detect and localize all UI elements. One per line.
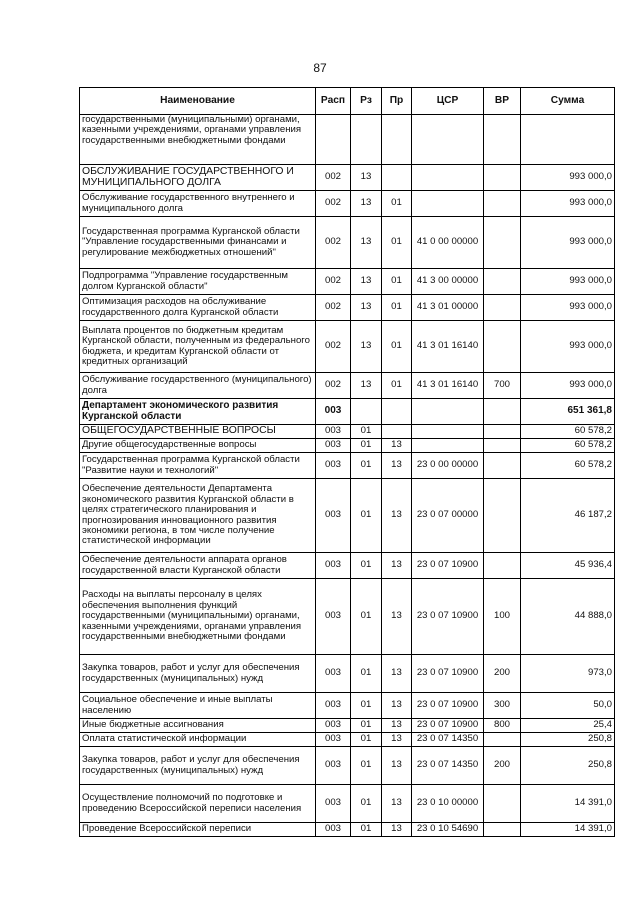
- row-vr: 100: [484, 579, 521, 655]
- row-name: Государственная программа Курганской области "Управление государственными финансами и регулирование межбюджетных отношений": [80, 217, 316, 269]
- row-vr: [484, 321, 521, 373]
- row-pr: 13: [382, 733, 412, 747]
- row-rasp: 003: [316, 579, 351, 655]
- row-csr: 41 3 01 00000: [412, 295, 484, 321]
- row-csr: 41 0 00 00000: [412, 217, 484, 269]
- table-row: [80, 655, 615, 693]
- column-header-sum: Сумма: [521, 88, 615, 115]
- row-vr: [484, 165, 521, 191]
- row-pr: 13: [382, 823, 412, 837]
- row-name: Обеспечение деятельности Департамента экономического развития Курганской области в целях стратегического планирования и прогнозирования инновационного развития экономики региона, в том числе получение статистической информации: [80, 479, 316, 553]
- row-name: ОБЩЕГОСУДАРСТВЕННЫЕ ВОПРОСЫ: [80, 425, 316, 439]
- row-sum: 993 000,0: [521, 269, 615, 295]
- row-name: государственными (муниципальными) органами, казенными учреждениями, органами управления государственными внебюджетными фондами: [80, 115, 316, 165]
- row-vr: 300: [484, 693, 521, 719]
- table-header-row: [80, 88, 615, 115]
- table-row: [80, 399, 615, 425]
- row-pr: 01: [382, 269, 412, 295]
- table-row: [80, 747, 615, 785]
- table-row: [80, 115, 615, 165]
- row-sum: 993 000,0: [521, 191, 615, 217]
- row-pr: 01: [382, 321, 412, 373]
- row-pr: 13: [382, 747, 412, 785]
- row-vr: [484, 479, 521, 553]
- row-pr: 01: [382, 295, 412, 321]
- row-csr: 41 3 01 16140: [412, 373, 484, 399]
- row-rasp: 003: [316, 785, 351, 823]
- row-pr: 13: [382, 439, 412, 453]
- row-name: Департамент экономического развития Курганской области: [80, 399, 316, 425]
- row-csr: 23 0 07 10900: [412, 579, 484, 655]
- row-pr: 13: [382, 453, 412, 479]
- row-name: Обслуживание государственного внутреннего и муниципального долга: [80, 191, 316, 217]
- row-csr: [412, 191, 484, 217]
- row-csr: 41 3 00 00000: [412, 269, 484, 295]
- row-vr: [484, 453, 521, 479]
- row-vr: [484, 553, 521, 579]
- row-pr: [382, 165, 412, 191]
- row-name: Оптимизация расходов на обслуживание государственного долга Курганской области: [80, 295, 316, 321]
- row-csr: 23 0 07 14350: [412, 733, 484, 747]
- row-rz: 01: [351, 579, 382, 655]
- table-row: [80, 823, 615, 837]
- table-row: [80, 453, 615, 479]
- row-csr: 23 0 10 00000: [412, 785, 484, 823]
- row-rz: 01: [351, 439, 382, 453]
- row-name: Обслуживание государственного (муниципального) долга: [80, 373, 316, 399]
- row-rz: 13: [351, 269, 382, 295]
- row-vr: 200: [484, 655, 521, 693]
- row-name: Социальное обеспечение и иные выплаты населению: [80, 693, 316, 719]
- row-rasp: 003: [316, 719, 351, 733]
- row-name: Расходы на выплаты персоналу в целях обеспечения выполнения функций государственными (муниципальными) органами, казенными учреждениями, органами управления государственными внебюджетными фондами: [80, 579, 316, 655]
- row-name: ОБСЛУЖИВАНИЕ ГОСУДАРСТВЕННОГО И МУНИЦИПАЛЬНОГО ДОЛГА: [80, 165, 316, 191]
- row-vr: [484, 295, 521, 321]
- column-header-vr: ВР: [484, 88, 521, 115]
- row-rz: 13: [351, 295, 382, 321]
- table-row: [80, 217, 615, 269]
- row-csr: 23 0 07 10900: [412, 693, 484, 719]
- row-name: Закупка товаров, работ и услуг для обеспечения государственных (муниципальных) нужд: [80, 655, 316, 693]
- row-sum: [521, 115, 615, 165]
- row-pr: 13: [382, 693, 412, 719]
- row-rasp: 002: [316, 373, 351, 399]
- row-rz: 13: [351, 165, 382, 191]
- row-name: Государственная программа Курганской области "Развитие науки и технологий": [80, 453, 316, 479]
- row-rz: 01: [351, 453, 382, 479]
- row-sum: 993 000,0: [521, 321, 615, 373]
- table-row: [80, 693, 615, 719]
- row-sum: 993 000,0: [521, 217, 615, 269]
- row-rasp: 003: [316, 553, 351, 579]
- row-csr: 23 0 10 54690: [412, 823, 484, 837]
- table-row: [80, 785, 615, 823]
- row-vr: [484, 191, 521, 217]
- row-csr: [412, 439, 484, 453]
- row-rasp: [316, 115, 351, 165]
- row-rasp: 003: [316, 479, 351, 553]
- table-row: [80, 719, 615, 733]
- row-csr: 23 0 07 10900: [412, 655, 484, 693]
- table-row: [80, 733, 615, 747]
- row-name: Оплата статистической информации: [80, 733, 316, 747]
- row-rz: 01: [351, 823, 382, 837]
- row-vr: 200: [484, 747, 521, 785]
- row-pr: [382, 115, 412, 165]
- row-rz: 01: [351, 553, 382, 579]
- row-name: Обеспечение деятельности аппарата органов государственной власти Курганской области: [80, 553, 316, 579]
- row-rz: 01: [351, 719, 382, 733]
- row-vr: 800: [484, 719, 521, 733]
- row-rz: [351, 399, 382, 425]
- row-rz: 01: [351, 733, 382, 747]
- row-sum: 60 578,2: [521, 453, 615, 479]
- row-csr: 23 0 07 00000: [412, 479, 484, 553]
- row-csr: [412, 165, 484, 191]
- row-rz: [351, 115, 382, 165]
- row-rasp: 003: [316, 425, 351, 439]
- row-sum: 993 000,0: [521, 165, 615, 191]
- row-rasp: 002: [316, 269, 351, 295]
- row-vr: [484, 425, 521, 439]
- row-pr: [382, 425, 412, 439]
- table-row: [80, 553, 615, 579]
- row-rasp: 003: [316, 693, 351, 719]
- budget-table: [79, 87, 615, 837]
- row-rz: 13: [351, 191, 382, 217]
- row-sum: 973,0: [521, 655, 615, 693]
- row-csr: [412, 115, 484, 165]
- row-pr: 13: [382, 553, 412, 579]
- row-name: Другие общегосударственные вопросы: [80, 439, 316, 453]
- row-rz: 01: [351, 655, 382, 693]
- row-csr: 23 0 00 00000: [412, 453, 484, 479]
- row-rasp: 002: [316, 191, 351, 217]
- row-sum: 60 578,2: [521, 425, 615, 439]
- table-row: [80, 295, 615, 321]
- row-csr: 23 0 07 10900: [412, 553, 484, 579]
- row-rasp: 003: [316, 747, 351, 785]
- row-vr: [484, 269, 521, 295]
- row-vr: 700: [484, 373, 521, 399]
- row-rasp: 003: [316, 823, 351, 837]
- row-name: Осуществление полномочий по подготовке и проведению Всероссийской переписи населения: [80, 785, 316, 823]
- table-row: [80, 425, 615, 439]
- row-csr: [412, 399, 484, 425]
- row-sum: 14 391,0: [521, 823, 615, 837]
- row-vr: [484, 217, 521, 269]
- row-rasp: 003: [316, 399, 351, 425]
- column-header-rasp: Расп: [316, 88, 351, 115]
- column-header-name: Наименование: [80, 88, 316, 115]
- row-name: Закупка товаров, работ и услуг для обеспечения государственных (муниципальных) нужд: [80, 747, 316, 785]
- row-sum: 45 936,4: [521, 553, 615, 579]
- row-pr: 13: [382, 655, 412, 693]
- row-csr: [412, 425, 484, 439]
- row-rasp: 002: [316, 217, 351, 269]
- row-sum: 993 000,0: [521, 295, 615, 321]
- row-rasp: 003: [316, 655, 351, 693]
- row-rasp: 002: [316, 165, 351, 191]
- row-rz: 01: [351, 479, 382, 553]
- row-csr: 41 3 01 16140: [412, 321, 484, 373]
- row-rz: 13: [351, 321, 382, 373]
- row-pr: 01: [382, 373, 412, 399]
- row-pr: 01: [382, 191, 412, 217]
- row-pr: 13: [382, 579, 412, 655]
- row-name: Выплата процентов по бюджетным кредитам Курганской области, полученным из федерального бюджета, и кредитам Курганской области от кредитных организаций: [80, 321, 316, 373]
- row-vr: [484, 115, 521, 165]
- row-sum: 993 000,0: [521, 373, 615, 399]
- row-rz: 01: [351, 785, 382, 823]
- table-row: [80, 373, 615, 399]
- row-vr: [484, 823, 521, 837]
- row-rasp: 002: [316, 321, 351, 373]
- table-row: [80, 579, 615, 655]
- row-vr: [484, 785, 521, 823]
- row-pr: 13: [382, 719, 412, 733]
- row-rz: 01: [351, 693, 382, 719]
- row-rasp: 002: [316, 295, 351, 321]
- row-sum: 14 391,0: [521, 785, 615, 823]
- row-pr: 13: [382, 785, 412, 823]
- row-pr: 01: [382, 217, 412, 269]
- table-row: [80, 479, 615, 553]
- row-name: Подпрограмма "Управление государственным долгом Курганской области": [80, 269, 316, 295]
- page-number: 87: [313, 61, 327, 75]
- table-row: [80, 439, 615, 453]
- table-row: [80, 321, 615, 373]
- row-vr: [484, 733, 521, 747]
- row-sum: 651 361,8: [521, 399, 615, 425]
- row-pr: 13: [382, 479, 412, 553]
- row-name: Иные бюджетные ассигнования: [80, 719, 316, 733]
- row-sum: 250,8: [521, 733, 615, 747]
- row-rz: 01: [351, 747, 382, 785]
- row-name: Проведение Всероссийской переписи: [80, 823, 316, 837]
- row-pr: [382, 399, 412, 425]
- row-sum: 46 187,2: [521, 479, 615, 553]
- row-sum: 25,4: [521, 719, 615, 733]
- row-rz: 01: [351, 425, 382, 439]
- row-rasp: 003: [316, 453, 351, 479]
- table-row: [80, 191, 615, 217]
- row-vr: [484, 439, 521, 453]
- row-rasp: 003: [316, 733, 351, 747]
- row-csr: 23 0 07 10900: [412, 719, 484, 733]
- row-sum: 60 578,2: [521, 439, 615, 453]
- row-rz: 13: [351, 373, 382, 399]
- row-rz: 13: [351, 217, 382, 269]
- column-header-pr: Пр: [382, 88, 412, 115]
- row-csr: 23 0 07 14350: [412, 747, 484, 785]
- table-row: [80, 165, 615, 191]
- row-sum: 44 888,0: [521, 579, 615, 655]
- table-row: [80, 269, 615, 295]
- column-header-csr: ЦСР: [412, 88, 484, 115]
- row-rasp: 003: [316, 439, 351, 453]
- column-header-rz: Рз: [351, 88, 382, 115]
- row-sum: 250,8: [521, 747, 615, 785]
- row-vr: [484, 399, 521, 425]
- row-sum: 50,0: [521, 693, 615, 719]
